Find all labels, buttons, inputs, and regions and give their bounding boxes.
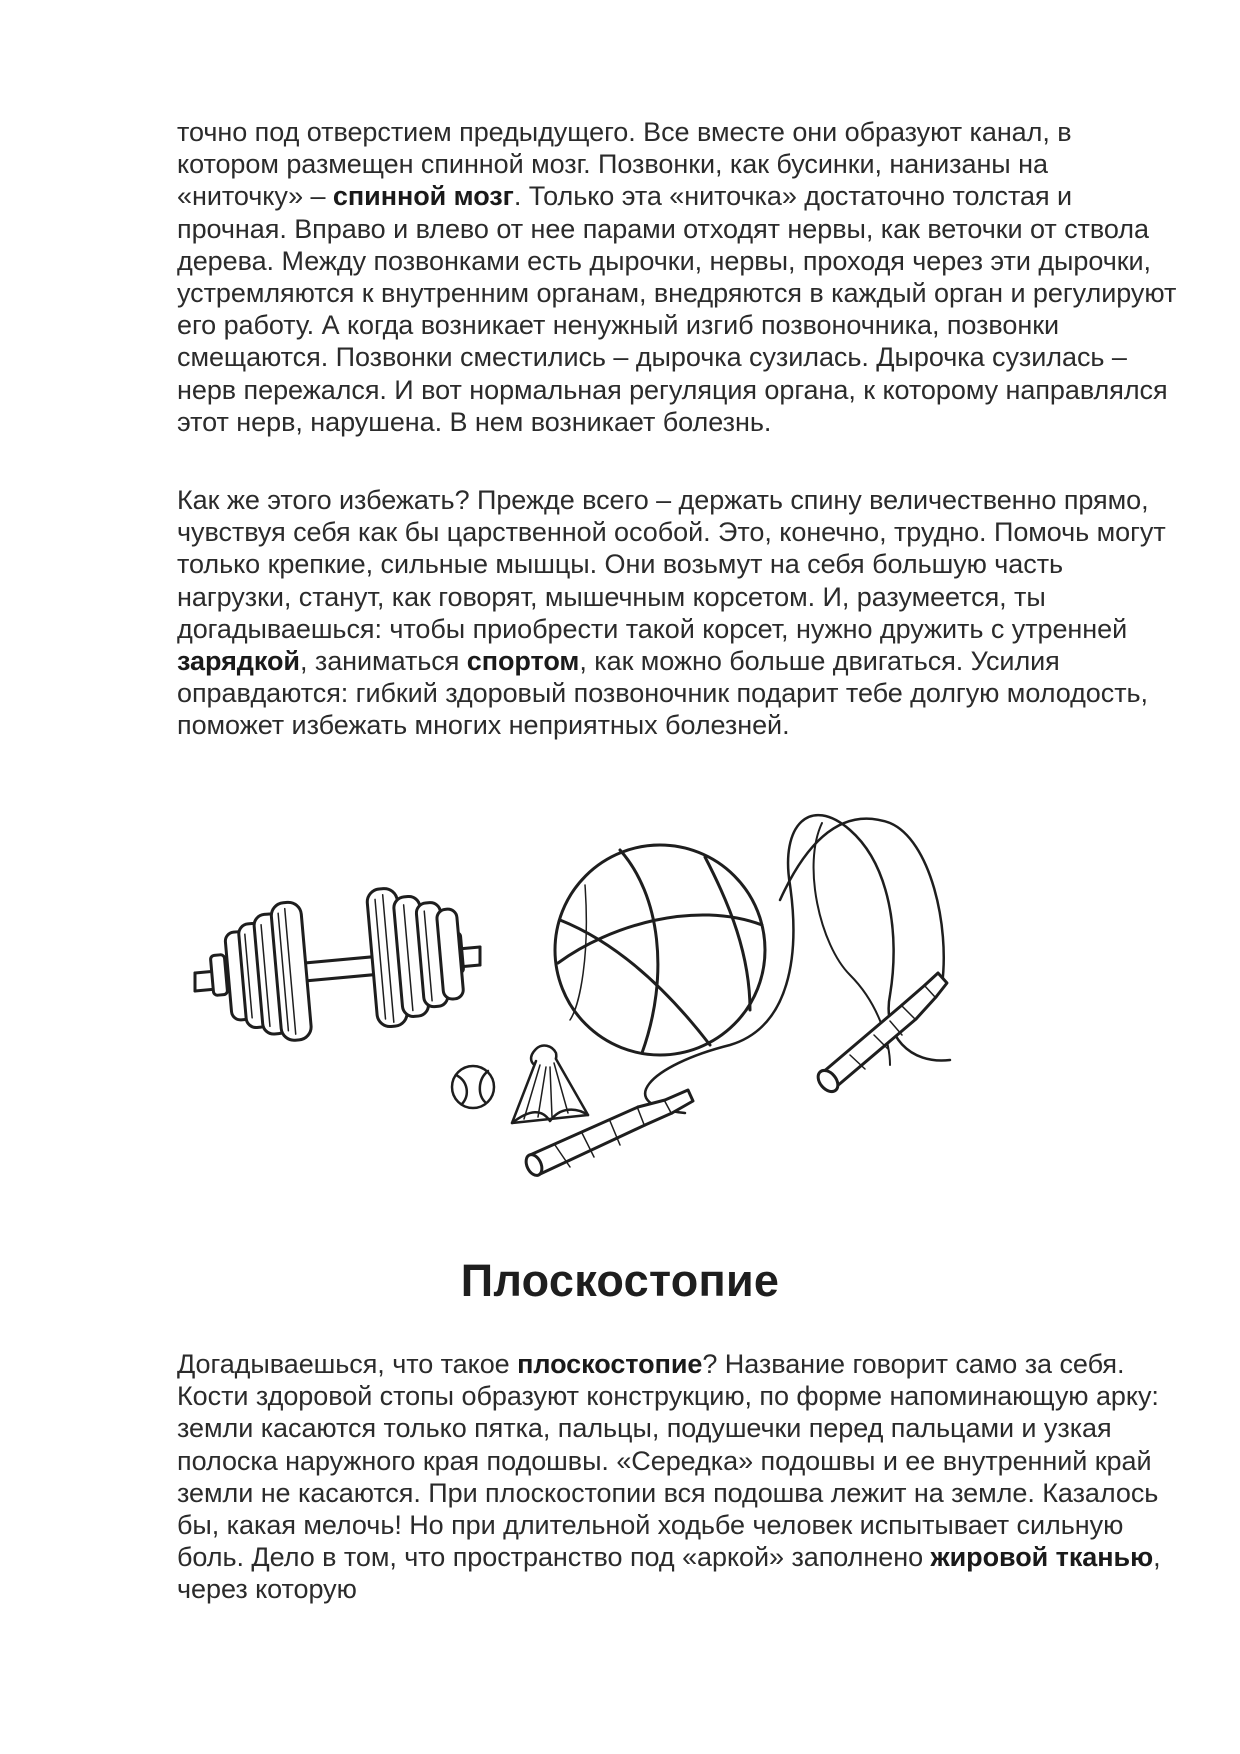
dumbbell-icon [195,882,480,1045]
text-run: точно под отверстием предыдущего. Все вместе они образуют канал, в котором размещен спинной мозг. Позвонки, как бусинки, нанизаны на «ниточку» – [177,117,1072,212]
paragraph-prevention [177,484,1177,742]
text-run: . Только эта «ниточка» достаточно толстая и прочная. Вправо и влево от нее парами отходят нервы, как веточки от ствола дерева. Между позвонками есть дырочки, нервы, проходя через эти дырочки, устремляются к внутренним органам, внедряются в каждый орган и регулируют его работу. А когда возникает ненужный изгиб позвоночника, позвонки смещаются. Позвонки сместились – дырочка сузилась. Дырочка сузилась – нерв пережался. И вот нормальная регуляция органа, к которому направлялся этот нерв, нарушена. В нем возникает болезнь. [177,181,1177,437]
text-run: , заниматься [299,646,467,677]
text-run: , как можно больше двигаться. Усилия оправдаются: гибкий здоровый позвоночник подарит тебе долгую молодость, поможет избежать многих неприятных болезней. [177,646,1148,741]
bold-term-exercise: зарядкой [177,646,300,677]
paragraph-spine-nerves [177,116,1177,438]
sports-equipment-illustration [190,805,1090,1205]
text-run: ? Название говорит само за себя. Кости здоровой стопы образуют конструкцию, по форме напоминающую арку: земли касаются только пятка, пальцы, подушечки перед пальцами и узкая полоска наружного края подошвы. «Середка» подошвы и ее внутренний край земли не касаются. При плоскостопии вся подошва лежит на земле. Казалось бы, какая мелочь! Но при длительной ходьбе человек испытывает сильную боль. Дело в том, что пространство под «аркой» заполнено [177,1349,1159,1573]
bold-term-fat-tissue: жировой тканью [930,1542,1154,1573]
text-run: , через которую [177,1542,1161,1605]
bold-term-spinal-cord: спинной мозг [332,181,514,212]
section-title: Плоскостопие [460,1255,780,1306]
paragraph-flat-feet [177,1348,1177,1606]
text-run: Как же этого избежать? Прежде всего – держать спину величественно прямо, чувствуя себя как бы царственной особой. Это, конечно, трудно. Помочь могут только крепкие, сильные мышцы. Они возьмут на себя большую часть нагрузки, станут, как говорят, мышечным корсетом. И, разумеется, ты догадываешься: чтобы приобрести такой корсет, нужно дружить с утренней [177,485,1166,644]
bold-term-flat-feet: плоскостопие [517,1349,703,1379]
bold-term-sport: спортом [466,646,580,677]
text-run: Догадываешься, что такое [177,1349,518,1379]
shuttlecock-icon [512,1046,588,1123]
tennis-ball-icon [452,1066,494,1108]
basketball-icon [555,845,765,1055]
